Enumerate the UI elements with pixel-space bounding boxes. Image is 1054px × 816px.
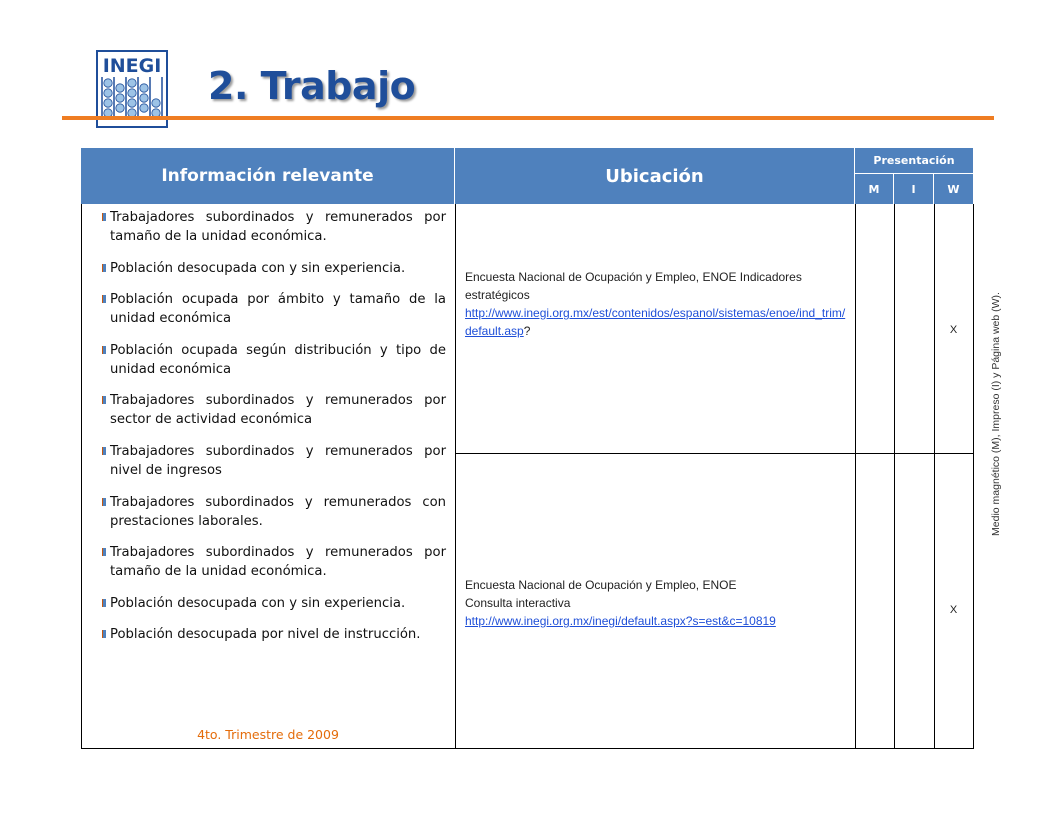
header-informacion-relevante: Información relevante	[81, 148, 455, 204]
bullet-icon	[102, 447, 106, 455]
period-footnote: 4to. Trimestre de 2009	[197, 727, 339, 742]
table-border-bottom	[81, 748, 974, 749]
table-border-m	[855, 204, 856, 748]
table-row-divider	[455, 453, 974, 454]
bullet-icon	[102, 346, 106, 354]
bullet-icon	[102, 630, 106, 638]
table-border-right	[973, 204, 974, 748]
header-m: M	[855, 174, 894, 204]
list-item: Trabajadores subordinados y remunerados por tamaño de la unidad económica.	[96, 543, 446, 581]
page-title: 2. Trabajo	[208, 64, 416, 108]
table-border-w	[934, 204, 935, 748]
bullet-icon	[102, 548, 106, 556]
w-mark-1: X	[949, 324, 958, 336]
bullet-icon	[102, 295, 106, 303]
location-1-suffix: ?	[523, 324, 531, 338]
bullet-icon	[102, 213, 106, 221]
bullet-icon	[102, 396, 106, 404]
list-item: Población ocupada por ámbito y tamaño de la unidad económica	[96, 290, 446, 328]
list-item: Trabajadores subordinados y remunerados con prestaciones laborales.	[96, 493, 446, 531]
bullet-icon	[102, 498, 106, 506]
w-mark-2: X	[949, 604, 958, 616]
title-underline	[62, 116, 994, 120]
list-item: Trabajadores subordinados y remunerados por sector de actividad económica	[96, 391, 446, 429]
header-i: I	[894, 174, 934, 204]
indicator-list	[96, 208, 446, 657]
location-2-description: Encuesta Nacional de Ocupación y Empleo, ENOE	[465, 578, 737, 592]
presentation-legend: Medio magnético (M), Impreso (I) y Página web (W).	[990, 292, 1002, 536]
list-item: Población ocupada según distribución y tipo de unidad económica	[96, 341, 446, 379]
list-item: Población desocupada con y sin experiencia.	[96, 594, 446, 613]
list-item: Población desocupada por nivel de instrucción.	[96, 625, 446, 644]
location-cell-1	[465, 268, 849, 340]
list-item: Población desocupada con y sin experiencia.	[96, 259, 446, 278]
location-1-link[interactable]: http://www.inegi.org.mx/est/contenidos/espanol/sistemas/enoe/ind_trim/default.asp	[465, 306, 846, 338]
location-2-link[interactable]: http://www.inegi.org.mx/inegi/default.aspx?s=est&c=10819	[465, 614, 776, 628]
header-ubicacion: Ubicación	[455, 148, 855, 204]
bullet-icon	[102, 264, 106, 272]
svg-text:INEGI: INEGI	[102, 55, 162, 77]
list-item: Trabajadores subordinados y remunerados por tamaño de la unidad económica.	[96, 208, 446, 246]
bullet-icon	[102, 599, 106, 607]
location-2-subtitle: Consulta interactiva	[465, 596, 571, 610]
header-w: W	[934, 174, 973, 204]
location-1-description: Encuesta Nacional de Ocupación y Empleo, ENOE Indicadores estratégicos	[465, 270, 802, 302]
list-item: Trabajadores subordinados y remunerados por nivel de ingresos	[96, 442, 446, 480]
table-border-divider	[455, 204, 456, 748]
header-presentacion: Presentación	[855, 148, 973, 174]
table-border-left	[81, 204, 82, 748]
location-cell-2	[465, 576, 849, 630]
table-border-i	[894, 204, 895, 748]
